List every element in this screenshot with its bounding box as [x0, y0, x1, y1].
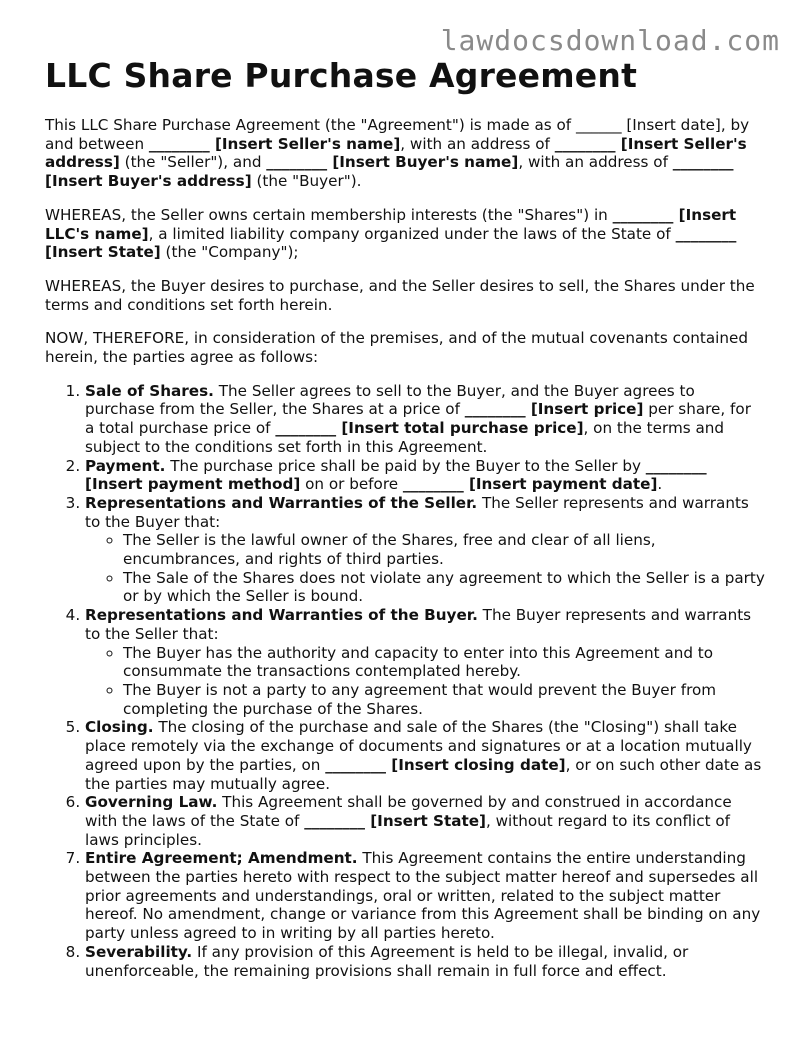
buyer-warranties-list	[85, 644, 765, 719]
sections-list	[45, 382, 765, 981]
section-text: The purchase price shall be paid by the Buyer to the Seller by	[165, 456, 646, 475]
list-item: ◦ The Sale of the Shares does not violate any agreement to which the Seller is a party or by which the Seller is bound.	[123, 569, 765, 606]
intro-text: This LLC Share Purchase Agreement (the "Agreement") is made as of ______ [Insert date], by and between	[45, 116, 750, 153]
governing-state-placeholder: ________ [Insert State]	[304, 811, 486, 830]
now-therefore-paragraph: NOW, THEREFORE, in consideration of the premises, and of the mutual covenants contained herein, the parties agree as follows:	[45, 329, 748, 367]
buyer-address-placeholder: ________ [Insert Buyer's address]	[45, 153, 734, 191]
section-payment	[85, 457, 765, 494]
section-text: The Seller agrees to sell to the Buyer, and the Buyer agrees to purchase from the Seller, the Shares at a price of	[85, 381, 695, 419]
section-heading: Governing Law.	[85, 793, 218, 812]
payment-method-placeholder: ________ [Insert payment method]	[85, 456, 707, 494]
section-heading: Representations and Warranties of the Seller.	[85, 493, 478, 512]
state-placeholder: ________ [Insert State]	[45, 224, 737, 262]
seller-name-placeholder: ________ [Insert Seller's name]	[148, 134, 401, 153]
seller-warranties-list	[85, 531, 765, 606]
intro-text: , with an address of	[518, 153, 673, 172]
list-item: ◦ The Seller is the lawful owner of the Shares, free and clear of all liens, encumbrances, and rights of third parties.	[123, 531, 765, 568]
section-text: per share, for a total purchase price of	[85, 400, 751, 438]
document-body	[45, 116, 765, 980]
whereas-paragraph-2: WHEREAS, the Buyer desires to purchase, and the Seller desires to sell, the Shares under the terms and conditions set forth herein.	[45, 276, 755, 314]
section-heading: Closing.	[85, 718, 154, 737]
whereas-paragraph-1	[45, 206, 765, 262]
section-buyer-warranties	[85, 606, 765, 718]
section-text: This Agreement shall be governed by and construed in accordance with the laws of the State of	[85, 793, 732, 830]
section-entire-agreement	[85, 849, 765, 943]
section-heading: Representations and Warranties of the Buyer.	[85, 606, 478, 625]
section-text: .	[657, 475, 663, 494]
section-text: , or on such other date as the parties may mutually agree.	[85, 755, 762, 793]
total-price-placeholder: ________ [Insert total purchase price]	[275, 419, 584, 438]
section-text: The closing of the purchase and sale of the Shares (the "Closing") shall take place remotely via the exchange of documents and signatures or at a location mutually agreed upon by the parties, on	[85, 718, 752, 774]
section-sale-of-shares	[85, 382, 765, 457]
intro-text: (the "Buyer").	[251, 172, 362, 191]
section-text: This Agreement contains the entire understanding between the parties hereto with respect to the subject matter hereof and supersedes all prior agreements and understandings, oral or written, related to the subject matter hereof. No amendment, change or variance from this Agreement shall be binding on any party unless agreed to in writing by all parties hereto.	[85, 849, 761, 943]
list-item: ◦ The Buyer is not a party to any agreement that would prevent the Buyer from completing the purchase of the Shares.	[123, 681, 765, 718]
section-closing	[85, 718, 765, 793]
price-placeholder: ________ [Insert price]	[464, 400, 644, 419]
section-heading: Sale of Shares.	[85, 381, 214, 400]
section-heading: Severability.	[85, 942, 193, 961]
section-text: , on the terms and subject to the conditions set forth in this Agreement.	[85, 419, 725, 456]
watermark: lawdocsdownload.com	[440, 24, 780, 57]
intro-paragraph	[45, 116, 765, 191]
intro-text: , with an address of	[400, 134, 555, 153]
intro-text: (the "Seller"), and	[119, 153, 267, 172]
section-text: The Seller represents and warrants to the Buyer that:	[85, 493, 749, 531]
closing-date-placeholder: ________ [Insert closing date]	[325, 755, 566, 774]
page-title: LLC Share Purchase Agreement	[45, 56, 638, 95]
section-heading: Payment.	[85, 456, 166, 475]
section-text: The Buyer represents and warrants to the Seller that:	[85, 606, 752, 643]
section-governing-law	[85, 793, 765, 849]
section-text: If any provision of this Agreement is held to be illegal, invalid, or unenforceable, the remaining provisions shall remain in full force and effect.	[85, 942, 689, 980]
whereas-text: , a limited liability company organized under the laws of the State of	[148, 224, 676, 243]
payment-date-placeholder: ________ [Insert payment date]	[402, 475, 658, 494]
buyer-name-placeholder: ________ [Insert Buyer's name]	[266, 153, 519, 172]
seller-address-placeholder: ________ [Insert Seller's address]	[45, 134, 747, 172]
llc-name-placeholder: ________ [Insert LLC's name]	[45, 205, 737, 243]
whereas-text: (the "Company");	[160, 243, 299, 262]
section-text: , without regard to its conflict of laws principles.	[85, 811, 731, 849]
section-seller-warranties	[85, 494, 765, 606]
whereas-text: WHEREAS, the Seller owns certain membership interests (the "Shares") in	[45, 205, 613, 224]
section-heading: Entire Agreement; Amendment.	[85, 849, 358, 868]
section-text: on or before	[300, 475, 403, 494]
list-item: ◦ The Buyer has the authority and capacity to enter into this Agreement and to consummate the transactions contemplated hereby.	[123, 644, 765, 681]
section-severability	[85, 943, 765, 980]
